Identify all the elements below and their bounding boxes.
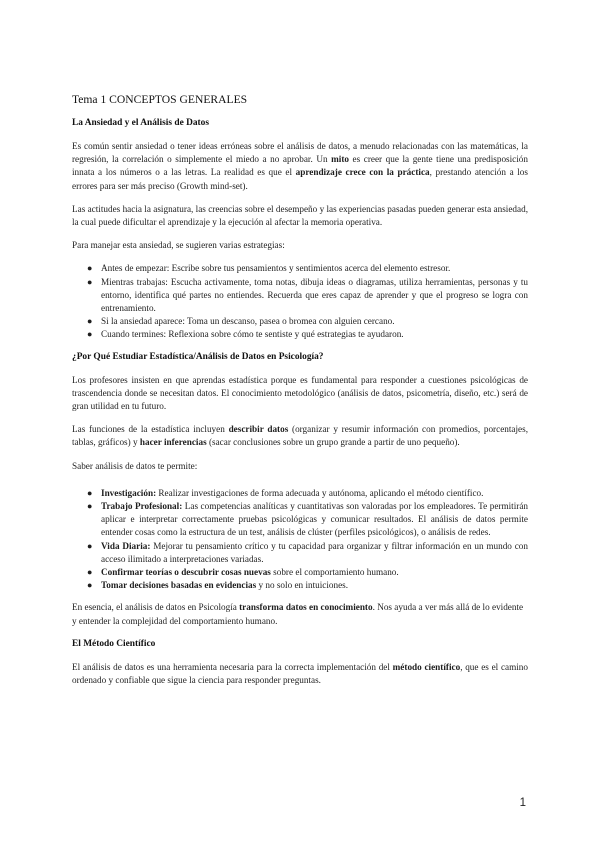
list-item: ● Investigación: Realizar investigaciones de forma adecuada y autónoma, aplicando el método científico. xyxy=(72,487,528,500)
bullet-icon: ● xyxy=(87,329,93,340)
bullet-icon: ● xyxy=(87,263,93,274)
section-heading-por-que: ¿Por Qué Estudiar Estadística/Análisis de Datos en Psicología? xyxy=(72,351,324,362)
paragraph-permite: Saber análisis de datos te permite: xyxy=(72,460,198,471)
benefits-list xyxy=(72,487,528,593)
list-item: ● Cuando termines: Reflexiona sobre cómo te sentiste y qué estrategias te ayudaron. xyxy=(72,328,528,341)
list-item: ● Antes de empezar: Escribe sobre tus pensamientos y sentimientos acerca del elemento estresor. xyxy=(72,262,528,275)
paragraph-profesores: Los profesores insisten en que aprendas estadística porque es fundamental para responder a cuestiones psicológicas de trascendencia donde se necesitan datos. El conocimiento metodológico (análisis de datos, psicometría, diseño, etc.) será de gran utilidad en tu futuro. xyxy=(72,374,528,412)
page-number: 1 xyxy=(519,797,526,809)
paragraph-funciones: Las funciones de la estadística incluyen describir datos (organizar y resumir información con promedios, porcentajes, tablas, gráficos) y hacer inferencias (sacar conclusiones sobre un grupo grande a partir de uno pequeño). xyxy=(72,424,528,448)
bullet-icon: ● xyxy=(87,316,93,327)
paragraph-estrategias-intro: Para manejar esta ansiedad, se sugieren varias estrategias: xyxy=(72,240,285,251)
paragraph-metodo: El análisis de datos es una herramienta necesaria para la correcta implementación del método científico, que es el camino ordenado y confiable que sigue la ciencia para responder preguntas. xyxy=(72,661,528,686)
list-item: ● Trabajo Profesional: Las competencias analíticas y cuantitativas son valoradas por los empleadores. Te permitirán aplicar e interpretar correctamente pruebas psicológicas y comunicar resultados. El análisis de datos permite entender cosas como la estructura de un test, análisis de clúster (perfiles psicológicos), o análisis de redes. xyxy=(87,501,528,538)
paragraph-esencia: En esencia, el análisis de datos en Psicología transforma datos en conocimiento. Nos ayuda a ver más allá de lo evidente y entender la complejidad del comportamiento humano. xyxy=(72,602,524,626)
paragraph-ansiedad-actitudes: Las actitudes hacia la asignatura, las creencias sobre el desempeño y las experiencias pasadas pueden generar esta ansiedad, la cual puede dificultar el aprendizaje y la ejecución al afectar la memoria operativa. xyxy=(72,203,528,228)
list-item: ● Mientras trabajas: Escucha activamente, toma notas, dibuja ideas o diagramas, utiliza herramientas, personas y tu entorno, identifica qué partes no entiendes. Recuerda que eres capaz de aprender y que el progreso se logra con entrenamiento. xyxy=(87,276,528,314)
bullet-icon: ● xyxy=(87,580,93,591)
bullet-icon: ● xyxy=(87,567,93,578)
section-heading-ansiedad: La Ansiedad y el Análisis de Datos xyxy=(72,118,210,128)
strategies-list xyxy=(72,262,528,341)
list-item: ● Confirmar teorías o descubrir cosas nuevas sobre el comportamiento humano. xyxy=(72,566,528,579)
bullet-icon: ● xyxy=(87,276,93,287)
page-title: Tema 1 CONCEPTOS GENERALES xyxy=(72,93,248,106)
page-content xyxy=(72,93,528,697)
list-item: ● Vida Diaria: Mejorar tu pensamiento crítico y tu capacidad para organizar y filtrar información en un mundo con acceso ilimitado a interpretaciones variadas. xyxy=(87,540,528,564)
bullet-icon: ● xyxy=(87,501,93,512)
list-item: ● Si la ansiedad aparece: Toma un descanso, pasea o bromea con alguien cercano. xyxy=(72,315,528,328)
paragraph-ansiedad-intro: Es común sentir ansiedad o tener ideas erróneas sobre el análisis de datos, a menudo relacionadas con las matemáticas, la regresión, la correlación o simplemente el miedo a no aprobar. Un mito es creer que la gente tiene una predisposición innata a los números o a las letras. La realidad es que el aprendizaje crece con la práctica, prestando atención a los errores para ser más preciso (Growth mind-set). xyxy=(72,141,528,191)
section-heading-metodo: El Método Científico xyxy=(72,638,156,649)
bullet-icon: ● xyxy=(87,540,93,551)
list-item: ● Tomar decisiones basadas en evidencias y no solo en intuiciones. xyxy=(72,579,528,592)
bullet-icon: ● xyxy=(87,487,93,498)
